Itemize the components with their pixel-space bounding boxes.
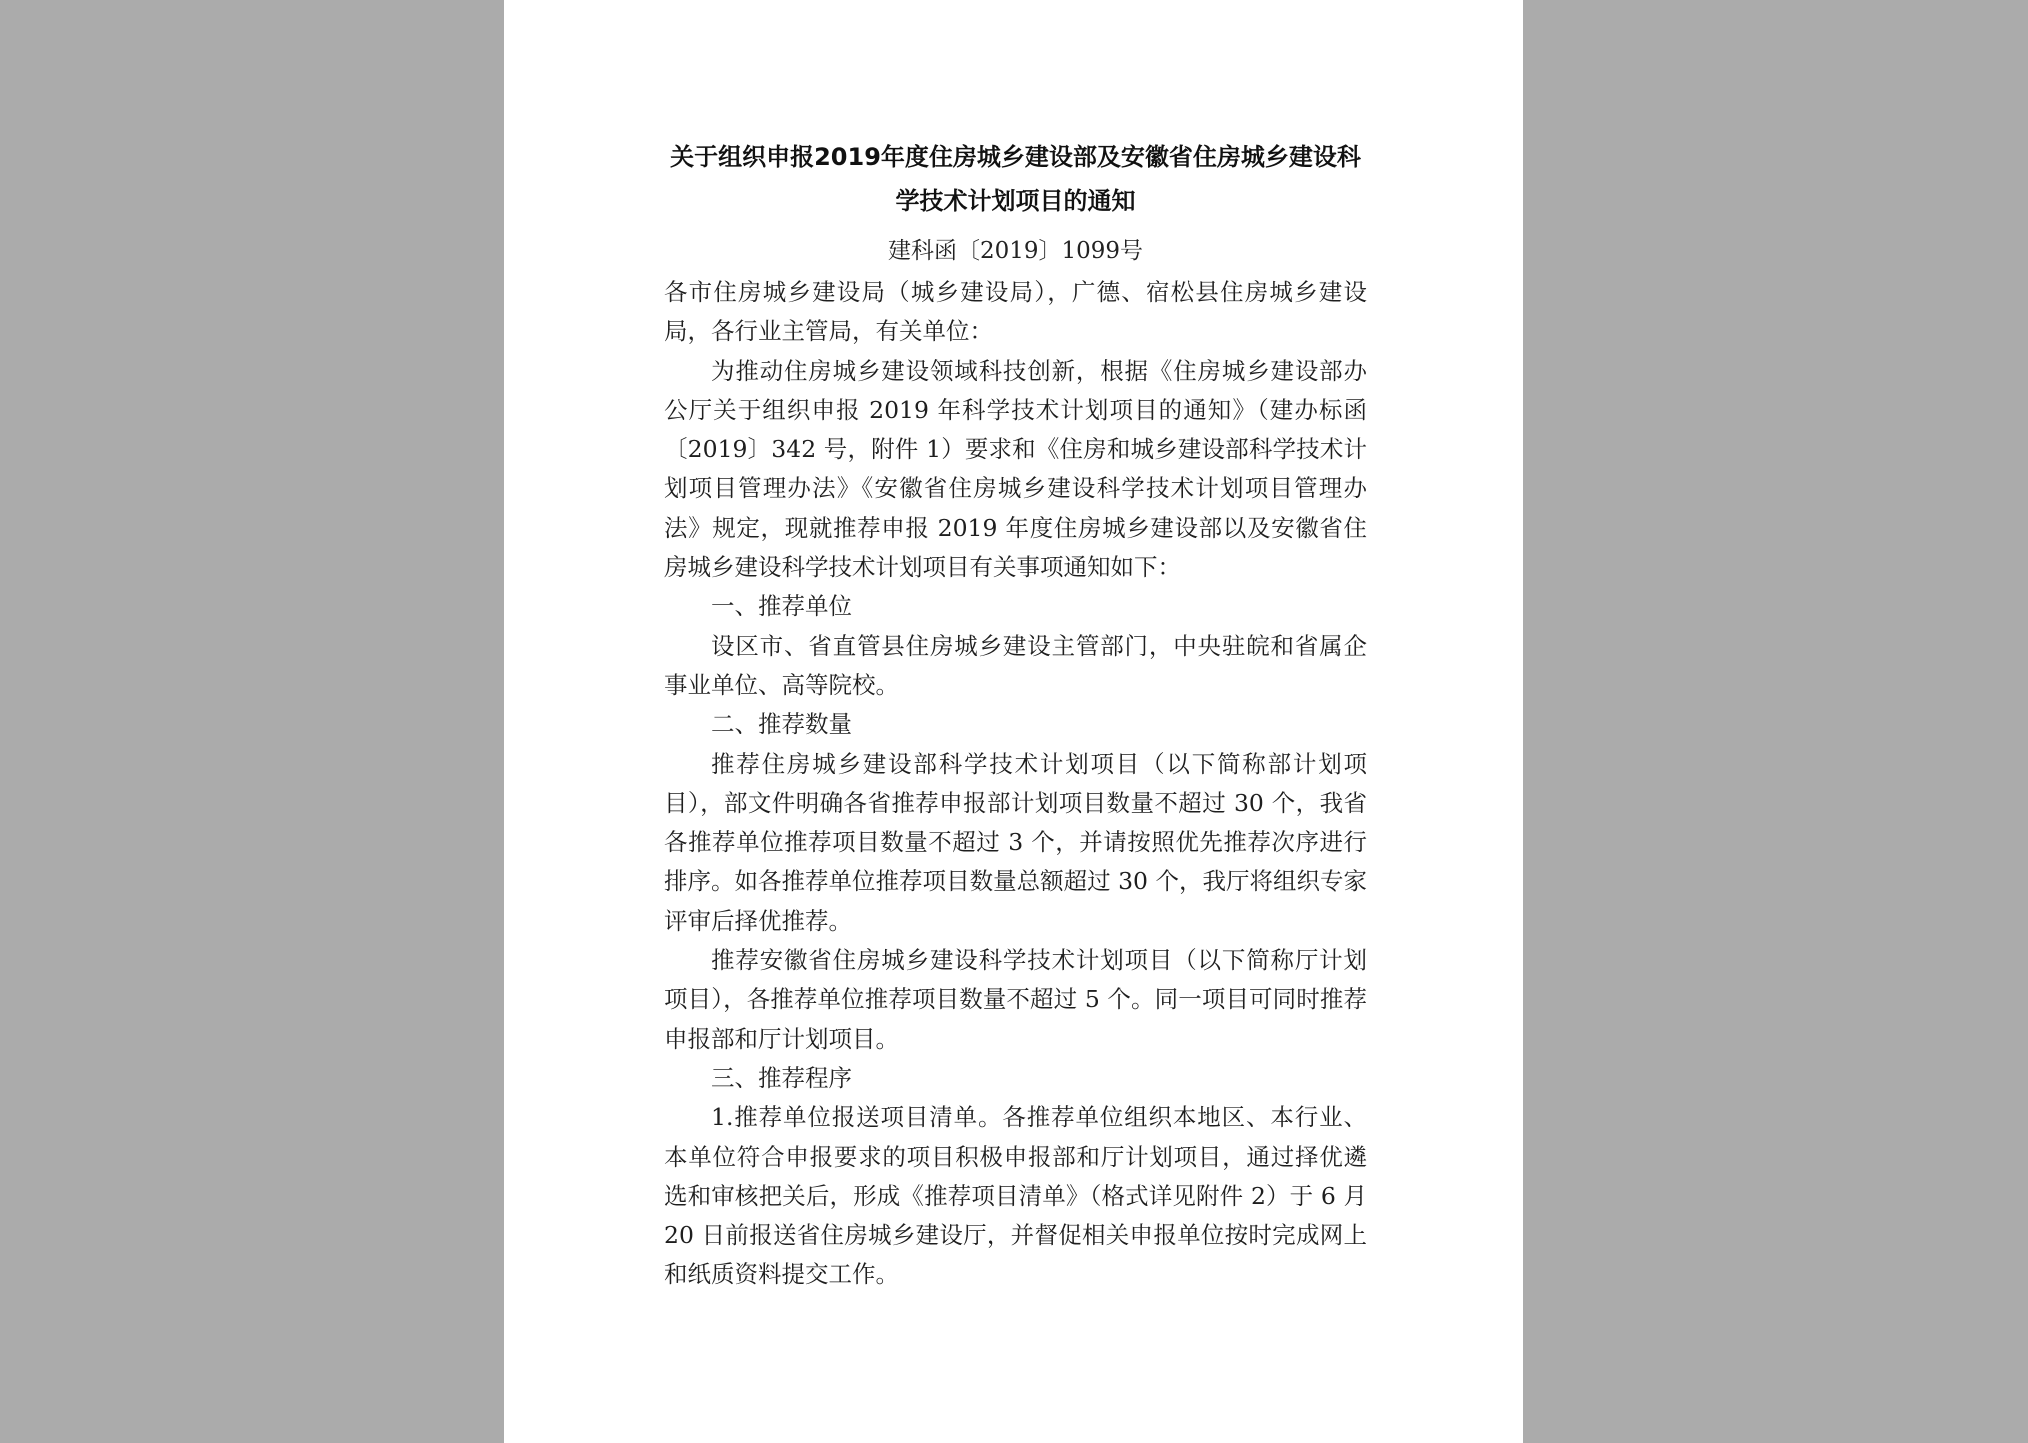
addressee-paragraph: 各市住房城乡建设局（城乡建设局），广德、宿松县住房城乡建设局，各行业主管局，有关单位： [664,278,1367,346]
intro-paragraph: 为推动住房城乡建设领域科技创新，根据《住房城乡建设部办公厅关于组织申报 2019 年科学技术计划项目的通知》（建办标函〔2019〕342 号，附件 1）要求和《住房和城乡建设部科学技术计划项目管理办法》《安徽省住房城乡建设科学技术计划项目管理办法》规定，现就推荐申报 2019 年度住房城乡建设部以及安徽省住房城乡建设科学技术计划项目有关事项通知如下： [664,356,1367,582]
section-3-paragraph-1: 1.推荐单位报送项目清单。各推荐单位组织本地区、本行业、本单位符合申报要求的项目积极申报部和厅计划项目，通过择优遴选和审核把关后，形成《推荐项目清单》（格式详见附件 2）于 6 月 20 日前报送省住房城乡建设厅，并督促相关申报单位按时完成网上和纸质资料提交工作。 [664,1103,1367,1289]
section-2-paragraph-1: 推荐住房城乡建设部科学技术计划项目（以下简称部计划项目），部文件明确各省推荐申报部计划项目数量不超过 30 个，我省各推荐单位推荐项目数量不超过 3 个，并请按照优先推荐次序进行排序。如各推荐单位推荐项目数量总额超过 30 个，我厅将组织专家评审后择优推荐。 [664,749,1367,935]
section-2-paragraph-2: 推荐安徽省住房城乡建设科学技术计划项目（以下简称厅计划项目），各推荐单位推荐项目数量不超过 5 个。同一项目可同时推荐申报部和厅计划项目。 [664,946,1367,1053]
document-page [504,0,1523,1443]
document-title-line-1: 关于组织申报2019年度住房城乡建设部及安徽省住房城乡建设科 [670,143,1361,171]
section-heading-1: 一、推荐单位 [711,592,852,621]
document-number: 建科函〔2019〕1099号 [887,238,1144,264]
section-heading-3: 三、推荐程序 [711,1063,852,1092]
document-content [664,135,1367,1295]
document-title-line-2: 学技术计划项目的通知 [895,187,1136,215]
section-1-paragraph: 设区市、省直管县住房城乡建设主管部门，中央驻皖和省属企事业单位、高等院校。 [664,631,1367,699]
section-heading-2: 二、推荐数量 [711,710,852,739]
